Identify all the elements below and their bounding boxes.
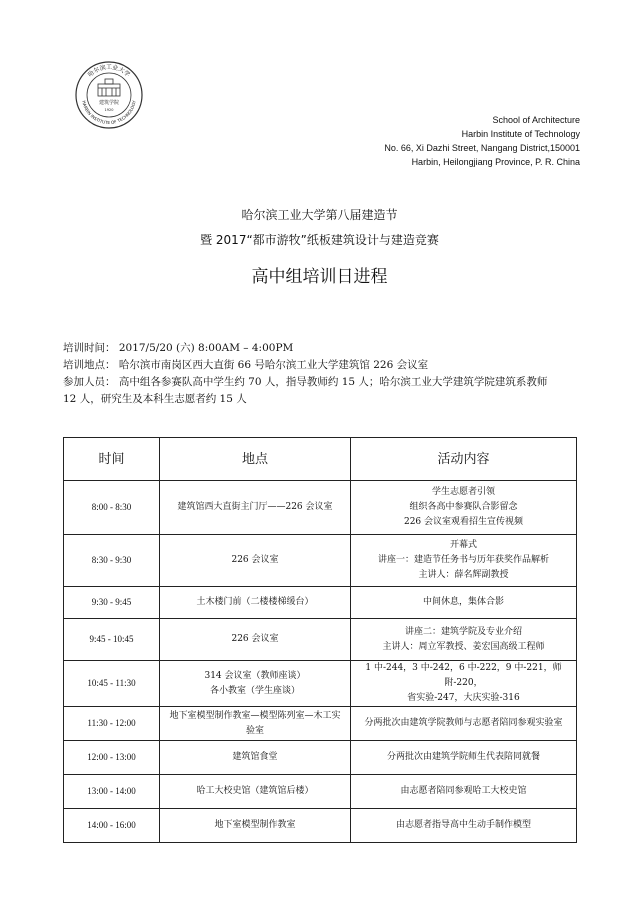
seal-center-text: 建筑学院	[98, 100, 120, 106]
address-line: No. 66, Xi Dazhi Street, Nangang District,150001	[384, 143, 580, 153]
cell-time: 11:30 - 12:00	[64, 707, 160, 741]
header-activity: 活动内容	[351, 438, 577, 481]
activity-line: 主讲人：薛名辉副教授	[418, 570, 509, 580]
activity-line: 分两批次由建筑学院教师与志愿者陪同参观实验室	[364, 718, 563, 728]
event-title: 哈尔滨工业大学第八届建造节	[241, 208, 398, 222]
cell-place	[160, 535, 351, 587]
seal-year: 1920	[104, 108, 114, 112]
cell-time: 13:00 - 14:00	[64, 775, 160, 809]
cell-activity	[351, 481, 577, 535]
event-subtitle: 暨 2017“都市游牧”纸板建筑设计与建造竞赛	[200, 233, 439, 247]
cell-time: 9:30 - 9:45	[64, 587, 160, 619]
table-row	[64, 619, 577, 661]
table-row	[64, 587, 577, 619]
place-line: 地下室模型制作教室	[214, 820, 296, 830]
place-line: 226 会议室	[231, 634, 279, 644]
cell-activity	[351, 535, 577, 587]
table-row	[64, 707, 577, 741]
place-line: 各小教室（学生座谈）	[209, 685, 300, 696]
header-place: 地点	[160, 438, 351, 481]
cell-activity	[351, 775, 577, 809]
activity-line: 由志愿者陪同参观哈工大校史馆	[400, 786, 527, 796]
cell-place	[160, 587, 351, 619]
cell-activity	[351, 809, 577, 843]
building-icon	[98, 79, 120, 96]
cell-activity	[351, 661, 577, 707]
cell-time: 12:00 - 13:00	[64, 741, 160, 775]
cell-activity	[351, 741, 577, 775]
document-title: 高中组培训日进程	[251, 267, 388, 287]
cell-place	[160, 619, 351, 661]
cell-time: 8:30 - 9:30	[64, 535, 160, 587]
training-place: 培训地点： 哈尔滨市南岗区西大直街 66 号哈尔滨工业大学建筑馆 226 会议室	[63, 359, 429, 371]
cell-time: 14:00 - 16:00	[64, 809, 160, 843]
cell-place	[160, 775, 351, 809]
cell-activity	[351, 587, 577, 619]
cell-time: 9:45 - 10:45	[64, 619, 160, 661]
address-line: Harbin, Heilongjiang Province, P. R. China	[411, 157, 580, 167]
cell-place	[160, 707, 351, 741]
university-seal-logo	[74, 60, 144, 130]
cell-place	[160, 661, 351, 707]
place-line: 226 会议室	[231, 555, 279, 565]
place-line: 314 会议室（教师座谈）	[204, 670, 306, 681]
activity-line: 主讲人：周立军教授、姜宏国高级工程师	[382, 641, 545, 652]
activity-line: 开幕式	[449, 540, 477, 550]
attendees-continued: 12 人，研究生及本科生志愿者约 15 人	[63, 393, 247, 405]
cell-activity	[351, 707, 577, 741]
header-time: 时间	[64, 438, 160, 481]
activity-line: 中间休息，集体合影	[422, 597, 504, 607]
table-row	[64, 535, 577, 587]
activity-line: 学生志愿者引领	[431, 487, 495, 497]
place-line: 验室	[245, 725, 264, 736]
seal-top-text: 哈尔滨工业大学	[86, 64, 132, 79]
place-line: 建筑馆西大直街主门厅——226 会议室	[177, 502, 333, 512]
activity-line: 由志愿者指导高中生动手制作模型	[395, 820, 531, 830]
address-block	[320, 113, 580, 169]
table-header-row	[64, 438, 577, 481]
activity-line: 组织各高中参赛队合影留念	[409, 502, 518, 512]
place-line: 哈工大校史馆（建筑馆后楼）	[196, 786, 314, 796]
activity-line: 226 会议室观看招生宣传视频	[403, 517, 524, 527]
table-row	[64, 741, 577, 775]
seal-bottom-text: HARBIN INSTITUTE OF TECHNOLOGY	[81, 100, 137, 126]
activity-line: 讲座一：建造节任务书与历年获奖作品解析	[377, 555, 549, 565]
place-line: 土木楼门前（二楼楼梯缓台）	[196, 597, 314, 607]
cell-activity	[351, 619, 577, 661]
table-row	[64, 809, 577, 843]
training-time: 培训时间： 2017/5/20 (六) 8:00AM – 4:00PM	[63, 342, 294, 354]
activity-line: 1 中-244，3 中-242，6 中-222，9 中-221，师附-220，	[365, 663, 562, 688]
table-row	[64, 481, 577, 535]
table-row	[64, 661, 577, 707]
schedule-body	[64, 481, 577, 843]
training-info	[63, 340, 593, 408]
attendees: 参加人员： 高中组各参赛队高中学生约 70 人，指导教师约 15 人；哈尔滨工业大学建筑学院建筑系教师	[63, 376, 548, 388]
cell-place	[160, 741, 351, 775]
cell-place	[160, 809, 351, 843]
address-line: Harbin Institute of Technology	[461, 129, 580, 139]
activity-line: 分两批次由建筑学院师生代表陪同就餐	[386, 752, 540, 762]
address-line: School of Architecture	[492, 115, 580, 125]
cell-place	[160, 481, 351, 535]
cell-time: 8:00 - 8:30	[64, 481, 160, 535]
place-line: 建筑馆食堂	[232, 752, 278, 762]
activity-line: 省实验-247，大庆实验-316	[407, 693, 520, 703]
activity-line: 讲座二：建筑学院及专业介绍	[404, 626, 522, 637]
table-row	[64, 775, 577, 809]
cell-time: 10:45 - 11:30	[64, 661, 160, 707]
place-line: 地下室模型制作教室—模型陈列室—木工实	[169, 710, 341, 721]
schedule-table	[63, 437, 577, 843]
